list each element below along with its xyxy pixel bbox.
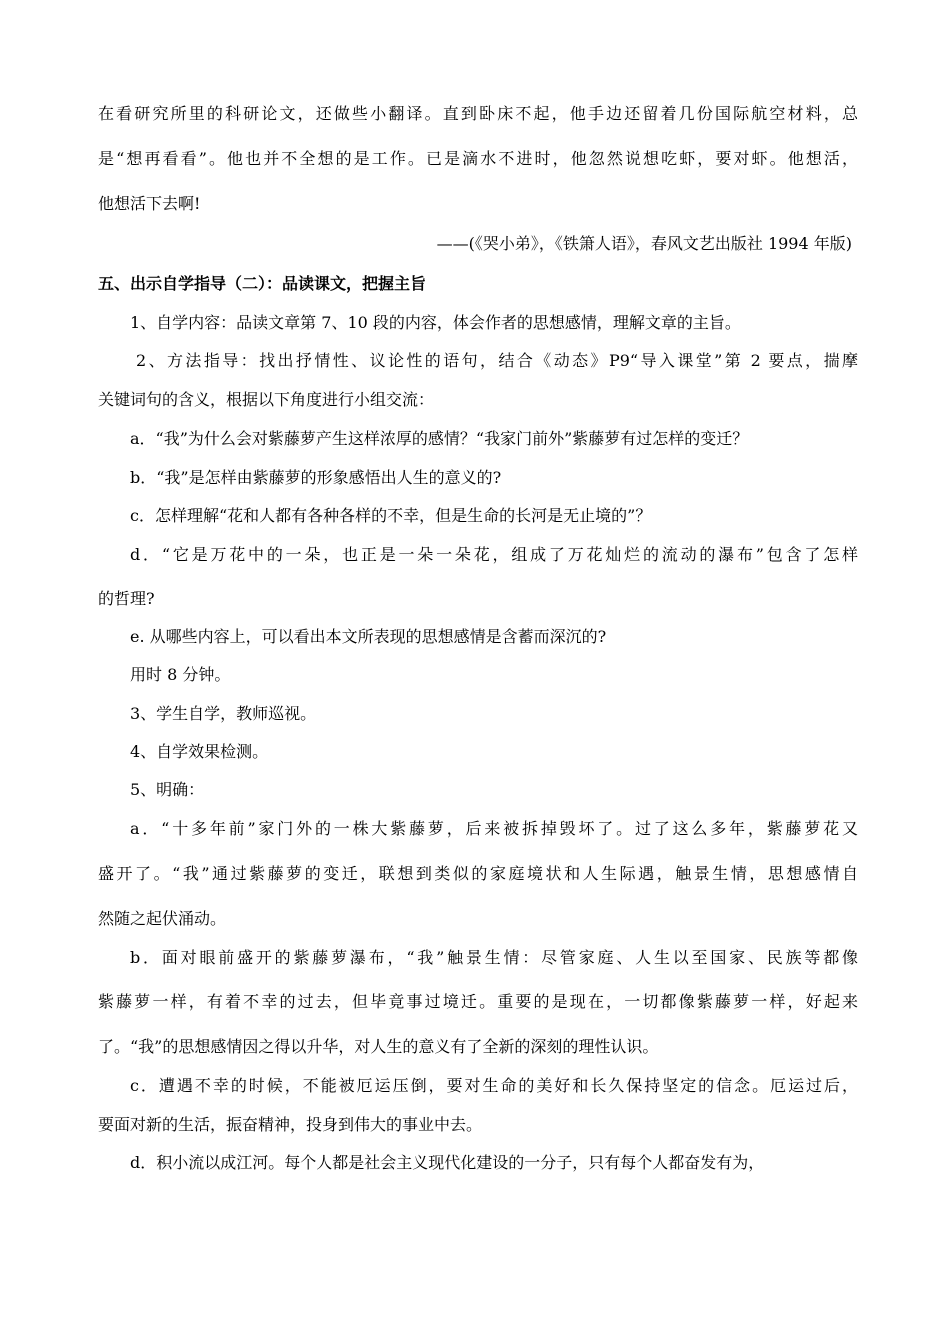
paragraph-line: 他想活下去啊! — [98, 194, 201, 213]
list-item: c．怎样理解“花和人都有各种各样的不幸，但是生命的长河是无止境的”？ — [130, 506, 652, 525]
paragraph-line: 的哲理? — [98, 589, 155, 608]
paragraph-line: 紫藤萝一样，有着不幸的过去，但毕竟事过境迁。重要的是现在，一切都像紫藤萝一样，好起来 — [98, 992, 858, 1011]
paragraph-line: 5、明确： — [130, 780, 205, 799]
list-item: d．积小流以成江河。每个人都是社会主义现代化建设的一分子，只有每个人都奋发有为， — [130, 1153, 765, 1172]
list-item: d．“它是万花中的一朵，也正是一朵一朵花，组成了万花灿烂的流动的瀑布”包含了怎样 — [130, 545, 858, 564]
paragraph-line: 3、学生自学，教师巡视。 — [130, 704, 317, 723]
paragraph-line: 用时 8 分钟。 — [130, 665, 231, 684]
paragraph-line: 4、自学效果检测。 — [130, 742, 269, 761]
list-item: a．“十多年前”家门外的一株大紫藤萝，后来被拆掉毁坏了。过了这么多年，紫藤萝花又 — [130, 819, 858, 838]
paragraph-line: 1、自学内容：品读文章第 7、10 段的内容，体会作者的思想感情，理解文章的主旨。 — [130, 313, 741, 332]
section-heading: 五、出示自学指导（二）：品读课文，把握主旨 — [98, 274, 427, 293]
paragraph-line: 要面对新的生活，振奋精神，投身到伟大的事业中去。 — [98, 1115, 483, 1134]
paragraph-line: 是“想再看看”。他也并不全想的是工作。已是滴水不进时，他忽然说想吃虾，要对虾。他想活， — [98, 149, 858, 168]
list-item: c．遭遇不幸的时候，不能被厄运压倒，要对生命的美好和长久保持坚定的信念。厄运过后， — [130, 1076, 858, 1095]
paragraph-line: 在看研究所里的科研论文，还做些小翻译。直到卧床不起，他手边还留着几份国际航空材料，总 — [98, 104, 858, 123]
citation-line: ——(《哭小弟》，《铁箫人语》，春风文艺出版社 1994 年版) — [436, 234, 852, 253]
list-item: b．“我”是怎样由紫藤萝的形象感悟出人生的意义的? — [130, 468, 502, 487]
paragraph-line: 2、方法指导：找出抒情性、议论性的语句，结合《动态》P9“导入课堂”第 2 要点，揣摩 — [136, 351, 858, 370]
paragraph-line: 然随之起伏涌动。 — [98, 909, 227, 928]
list-item: b．面对眼前盛开的紫藤萝瀑布，“我”触景生情：尽管家庭、人生以至国家、民族等都像 — [130, 948, 858, 967]
list-item: a．“我”为什么会对紫藤萝产生这样浓厚的感情？“我家门前外”紫藤萝有过怎样的变迁？ — [130, 429, 749, 448]
paragraph-line: 关键词句的含义，根据以下角度进行小组交流： — [98, 390, 435, 409]
paragraph-line: 了。“我”的思想感情因之得以升华，对人生的意义有了全新的深刻的理性认识。 — [98, 1037, 659, 1056]
list-item: e. 从哪些内容上，可以看出本文所表现的思想感情是含蓄而深沉的? — [130, 627, 607, 646]
paragraph-line: 盛开了。“我”通过紫藤萝的变迁，联想到类似的家庭境状和人生际遇，触景生情，思想感情自 — [98, 864, 858, 883]
